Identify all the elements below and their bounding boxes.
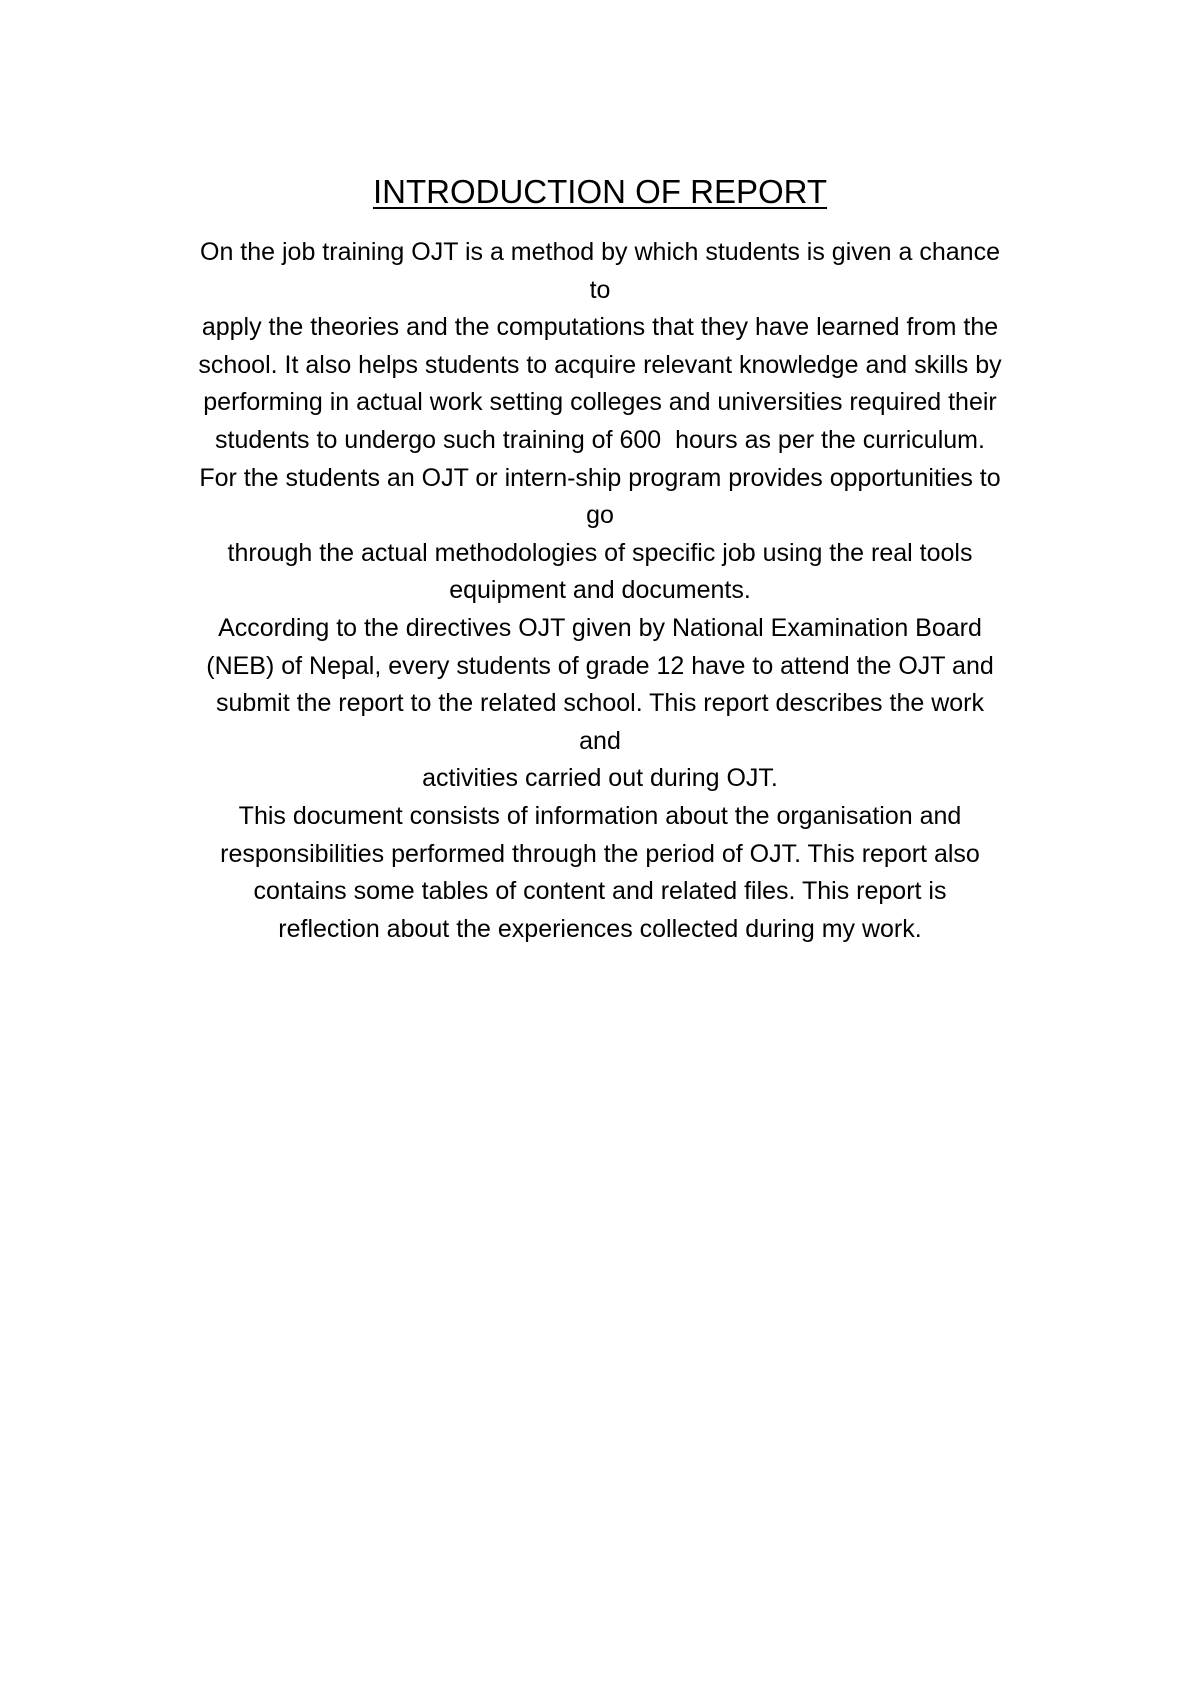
- body-line: (NEB) of Nepal, every students of grade 12 have to attend the OJT and: [206, 651, 994, 680]
- body-line: to: [589, 275, 611, 304]
- body-line: students to undergo such training of 600 hours as per the curriculum.: [215, 425, 985, 454]
- body-line: through the actual methodologies of specific job using the real tools: [227, 538, 973, 567]
- document-content: [140, 172, 1060, 948]
- body-line: contains some tables of content and related files. This report is: [253, 877, 947, 906]
- report-body: [140, 234, 1060, 948]
- body-line: submit the report to the related school. This report describes the work: [216, 689, 984, 718]
- body-line: On the job training OJT is a method by which students is given a chance: [200, 238, 1000, 266]
- body-line: performing in actual work setting colleges and universities required their: [203, 388, 997, 417]
- body-line: This document consists of information about the organisation and: [238, 801, 962, 830]
- body-line: and: [579, 726, 621, 755]
- body-line: reflection about the experiences collected during my work.: [278, 914, 922, 943]
- body-line: apply the theories and the computations that they have learned from the: [201, 313, 999, 342]
- report-title: INTRODUCTION OF REPORT: [372, 173, 828, 210]
- body-line: For the students an OJT or intern-ship program provides opportunities to: [199, 463, 1001, 492]
- body-line: According to the directives OJT given by National Examination Board: [218, 613, 982, 642]
- body-line: responsibilities performed through the period of OJT. This report also: [220, 839, 980, 868]
- body-line: go: [586, 501, 614, 530]
- body-line: equipment and documents.: [449, 576, 751, 605]
- body-line: activities carried out during OJT.: [422, 764, 778, 793]
- body-line: school. It also helps students to acquire relevant knowledge and skills by: [198, 350, 1002, 379]
